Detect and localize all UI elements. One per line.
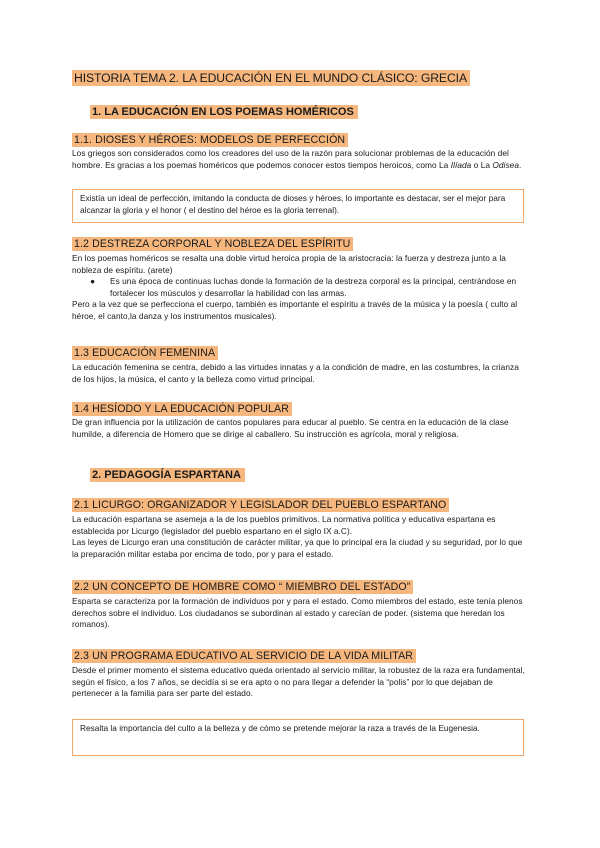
subsection-2-2-heading: 2.2 UN CONCEPTO DE HOMBRE COMO “ MIEMBRO DEL ESTADO” xyxy=(72,580,413,594)
subsection-2-2-paragraph: Esparta se caracteriza por la formación de individuos por y para el estado. Como miembros del estado, este tenía plenos derechos sobre el individuo. Los ciudadanos se subordinan al estado y carecían de poder. (sistema que heredan los romanos). xyxy=(72,596,523,630)
odisea-title: Odisea xyxy=(492,159,519,170)
subsection-2-3-paragraph: Desde el primer momento el sistema educativo queda orientado al servicio militar, la robustez de la raza era fundamental, según el físico, a los 7 años, se decidía si se era apto o no para llegar a defender la “polis” por lo que dejaban de pertenecer a la familia para ser parte del estado. xyxy=(72,665,525,699)
subsection-1-4-paragraph: De gran influencia por la utilización de cantos populares para educar al pueblo. Se centra en la educación de la clase humilde, a diferencia de Homero que se dirige al caballero. Su instrucción es agrícola, moral y religiosa. xyxy=(72,417,509,439)
bullet-icon: ● xyxy=(90,276,96,287)
subsection-1-2-content xyxy=(72,253,528,323)
subsection-1-2-heading: 1.2 DESTREZA CORPORAL Y NOBLEZA DEL ESPÍRITU xyxy=(72,237,353,251)
subsection-1-2-paragraph-1: En los poemas homéricos se resalta una doble virtud heroica propia de la aristocracia: la fuerza y destreza junto a la nobleza de espíritu. (arete) xyxy=(72,253,506,275)
document-title: HISTORIA TEMA 2. LA EDUCACIÓN EN EL MUNDO CLÁSICO: GRECIA xyxy=(72,70,470,86)
subsection-1-1-paragraph: Los griegos son considerados como los creadores del uso de la razón para solucionar problemas de la educación del hombre. Es gracias a los poemas homéricos que podemos conocer estos tiempos heroicos, como La Ilíada o La Odisea. xyxy=(72,148,522,170)
subsection-2-1-paragraph-2: Las leyes de Licurgo eran una constitución de carácter militar, ya que lo principal era la ciudad y su seguridad, por lo que la preparación militar estaba por encima de todo, por y para el estado. xyxy=(72,537,523,559)
subsection-2-1-heading: 2.1 LICURGO: ORGANIZADOR Y LEGISLADOR DEL PUEBLO ESPARTANO xyxy=(72,498,449,512)
subsection-1-3-heading: 1.3 EDUCACIÓN FEMENINA xyxy=(72,346,218,360)
subsection-2-3-heading: 2.3 UN PROGRAMA EDUCATIVO AL SERVICIO DE LA VIDA MILITAR xyxy=(72,649,416,663)
subsection-1-3-paragraph: La educación femenina se centra, debido a las virtudes innatas y a la condición de madre, en las costumbres, la crianza de los hijos, la música, el canto y la belleza como virtud principal. xyxy=(72,362,519,384)
subsection-1-4-heading: 1.4 HESÍODO Y LA EDUCACIÓN POPULAR xyxy=(72,402,292,416)
list-item-text: Es una época de continuas luchas donde la formación de la destreza corporal es la principal, centrándose en fortalecer los músculos y desarrollar la habilidad con las armas. xyxy=(110,276,517,298)
subsection-2-1-paragraph-1: La educación espartana se asemeja a la de los pueblos primitivos. La normativa política y educativa espartana es establecida por Licurgo (legislador del pueblo espartano en el siglo IX a.C). xyxy=(72,514,496,536)
iliada-title: Ilíada xyxy=(450,159,472,170)
subsection-2-1-content xyxy=(72,514,528,560)
section-2-heading: 2. PEDAGOGÍA ESPARTANA xyxy=(90,468,245,482)
subsection-1-1-heading: 1.1. DIOSES Y HÉROES: MODELOS DE PERFECCIÓN xyxy=(72,133,348,147)
subsection-1-2-paragraph-2: Pero a la vez que se perfecciona el cuerpo, también es importante el espíritu a través de la música y la poesía ( culto al héroe, el canto,la danza y los instrumentos musicales). xyxy=(72,299,518,321)
list-item xyxy=(72,276,528,299)
highlight-box-ideal: Existía un ideal de perfección, imitando la conducta de dioses y héroes, lo importante es destacar, ser el mejor para alcanzar la gloria y el honor ( el destino del héroe es la gloria terrenal). xyxy=(72,189,524,223)
section-1-heading: 1. LA EDUCACIÓN EN LOS POEMAS HOMÉRICOS xyxy=(90,105,358,119)
highlight-box-eugenesia: Resalta la importancia del culto a la belleza y de cómo se pretende mejorar la raza a través de la Eugenesia. xyxy=(72,719,524,756)
